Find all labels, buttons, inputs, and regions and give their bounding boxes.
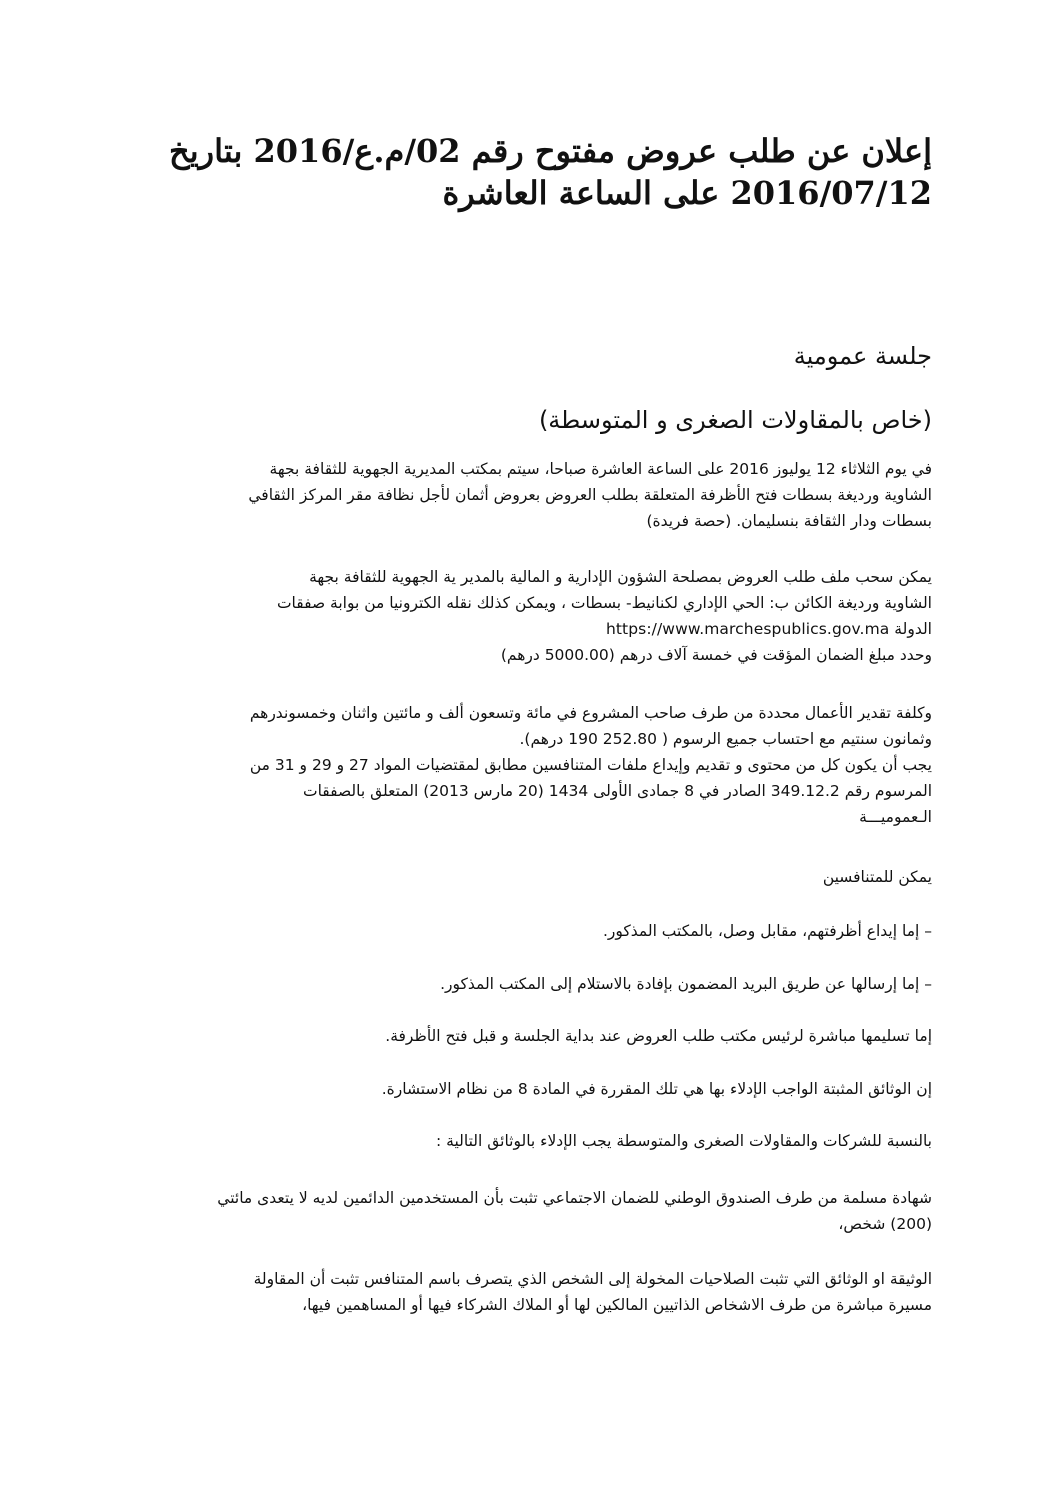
paragraph-line: (200) شخص، — [838, 1215, 932, 1233]
paragraph-line: مسيرة مباشرة من طرف الاشخاص الذاتيين المالكين لها أو الملاك الشركاء فيها أو المساهمين فيها، — [302, 1296, 932, 1314]
list-item-mail: – إما إرسالها عن طريق البريد المضمون بإفادة بالاستلام إلى المكتب المذكور. — [440, 975, 932, 993]
paragraph-line: وكلفة تقدير الأعمال محددة من طرف صاحب المشروع في مائة وتسعون ألف و مائتين واثنان وخمسوندرهم — [249, 704, 932, 722]
paragraph-line: الشاوية ورديغة بسطات فتح الأظرفة المتعلقة بطلب العروض بعروض أثمان لأجل نظافة مقر المركز الثقافي — [248, 486, 932, 504]
paragraph-line: المرسوم رقم 349.12.2 الصادر في 8 جمادى الأولى 1434 (20 مارس 2013) المتعلق بالصفقات — [302, 782, 932, 800]
announcement-title — [120, 130, 932, 214]
paragraph-opening — [125, 456, 932, 534]
scope-heading: (خاص بالمقاولات الصغرى و المتوسطة) — [538, 406, 932, 434]
paragraph-line: في يوم الثلاثاء 12 يوليوز 2016 على الساعة العاشرة صباحا، سيتم بمكتب المديرية الجهوية للثقافة بجهة — [269, 460, 932, 478]
title-line-2: 2016/07/12 على الساعة العاشرة — [442, 174, 932, 212]
paragraph-line: شهادة مسلمة من طرف الصندوق الوطني للضمان الاجتماعي تثبت بأن المستخدمين الدائمين لديه لا يتعدى مائتي — [217, 1189, 932, 1207]
session-heading: جلسة عمومية — [793, 342, 932, 370]
paragraph-sme-documents: بالنسبة للشركات والمقاولات الصغرى والمتوسطة يجب الإدلاء بالوثائق التالية : — [435, 1132, 932, 1150]
title-line-1: إعلان عن طلب عروض مفتوح رقم 02/م.ع/2016 بتاريخ — [169, 132, 932, 170]
paragraph-cost-estimate — [125, 700, 932, 830]
paragraph-line: الدولة https://www.marchespublics.gov.ma — [605, 620, 932, 638]
paragraph-line: وثمانون سنتيم مع احتساب جميع الرسوم ( 252.80 190 درهم). — [519, 730, 932, 748]
paragraph-line: الـعموميـــة — [859, 808, 932, 826]
paragraph-line: وحدد مبلغ الضمان المؤقت في خمسة آلاف درهم (5000.00 درهم) — [500, 646, 932, 664]
paragraph-cnss-certificate — [125, 1185, 932, 1237]
list-item-deposit: – إما إيداع أظرفتهم، مقابل وصل، بالمكتب المذكور. — [602, 922, 932, 940]
paragraph-required-documents: إن الوثائق المثبتة الواجب الإدلاء بها هي تلك المقررة في المادة 8 من نظام الاستشارة. — [381, 1080, 932, 1098]
paragraph-line: الوثيقة او الوثائق التي تثبت الصلاحيات المخولة إلى الشخص الذي يتصرف باسم المتنافس تثبت أن المقاولة — [253, 1270, 932, 1288]
paragraph-line: بسطات ودار الثقافة بنسليمان. (حصة فريدة) — [646, 512, 932, 530]
paragraph-line: يمكن سحب ملف طلب العروض بمصلحة الشؤون الإدارية و المالية بالمدير ية الجهوية للثقافة بجهة — [309, 568, 932, 586]
paragraph-line: يجب أن يكون كل من محتوى و تقديم وإيداع ملفات المتنافسين مطابق لمقتضيات المواد 27 و 29 و 31 من — [249, 756, 932, 774]
paragraph-line: الشاوية ورديغة الكائن ب: الحي الإداري لكنانيط- بسطات ، ويمكن كذلك نقله الكترونيا من بوابة صفقات — [276, 594, 932, 612]
paragraph-authority-documents — [125, 1266, 932, 1318]
paragraph-competitors-intro: يمكن للمتنافسين — [822, 868, 932, 886]
list-item-hand-delivery: إما تسليمها مباشرة لرئيس مكتب طلب العروض عند بداية الجلسة و قبل فتح الأظرفة. — [385, 1027, 932, 1045]
paragraph-file-retrieval — [125, 564, 932, 668]
